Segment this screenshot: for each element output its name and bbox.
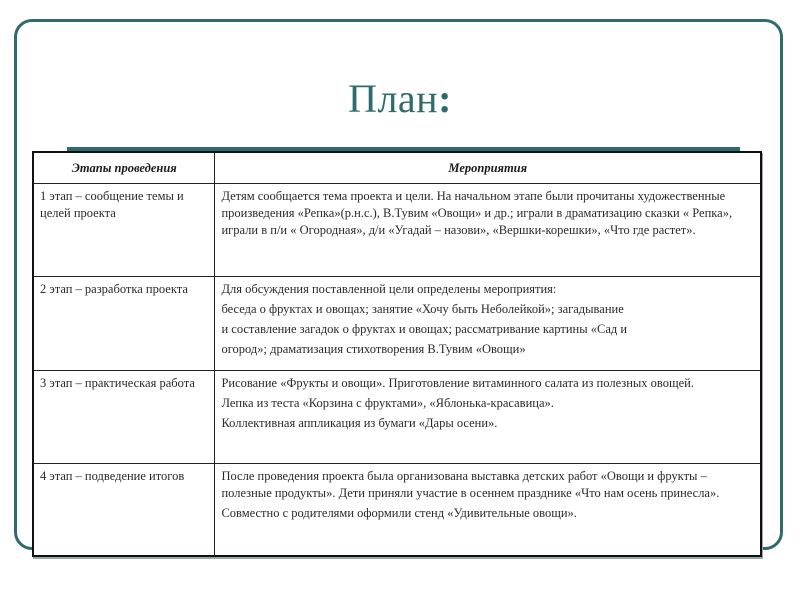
table-row [33,371,761,464]
events-cell [215,371,761,464]
event-text: огород»; драматизация стихотворения В.Тувим «Овощи» [221,342,526,356]
event-text: Коллективная аппликация из бумаги «Дары осени». [221,416,498,430]
slide-title-text: План [348,76,439,121]
plan-table [32,151,762,557]
event-text: Рисование «Фрукты и овощи». Приготовление витаминного салата из полезных овощей. [221,376,694,390]
event-text: и составление загадок о фруктах и овощах; рассматривание картины «Сад и [221,322,628,336]
event-text: Совместно с родителями оформили стенд «Удивительные овощи». [221,506,577,520]
event-text: Лепка из теста «Корзина с фруктами», «Яблонька-красавица». [221,396,554,410]
events-cell [215,277,761,371]
slide-title-colon: : [438,76,452,121]
event-text: Для обсуждения поставленной цели определены мероприятия: [221,282,557,296]
stage-cell: 1 этап – сообщение темы и целей проекта [33,184,215,277]
table-header-row [33,152,761,184]
event-text: Детям сообщается тема проекта и цели. На начальном этапе были прочитаны художественные произведения «Репка»(р.н.с.), В.Тувим «Овощи» и др.; играли в драматизацию сказки « Репка», играли в п/и « Огородная», д/и «Угадай – назови», «Вершки-корешки», «Что где растет». [221,189,733,237]
stage-cell: 3 этап – практическая работа [33,371,215,464]
events-cell [215,464,761,557]
event-text: После проведения проекта была организована выставка детских работ «Овощи и фрукты – полезные продукты». Дети приняли участие в осеннем празднике «Что нам осень принесла». [221,469,720,500]
table-row [33,184,761,277]
stage-cell: 2 этап – разработка проекта [33,277,215,371]
events-cell [215,184,761,277]
stage-cell: 4 этап – подведение итогов [33,464,215,557]
header-stages: Этапы проведения [33,152,215,184]
event-text: беседа о фруктах и овощах; занятие «Хочу быть Неболейкой»; загадывание [221,302,624,316]
header-events: Мероприятия [215,152,761,184]
slide-title [0,74,800,124]
table-row [33,464,761,557]
table-row [33,277,761,371]
